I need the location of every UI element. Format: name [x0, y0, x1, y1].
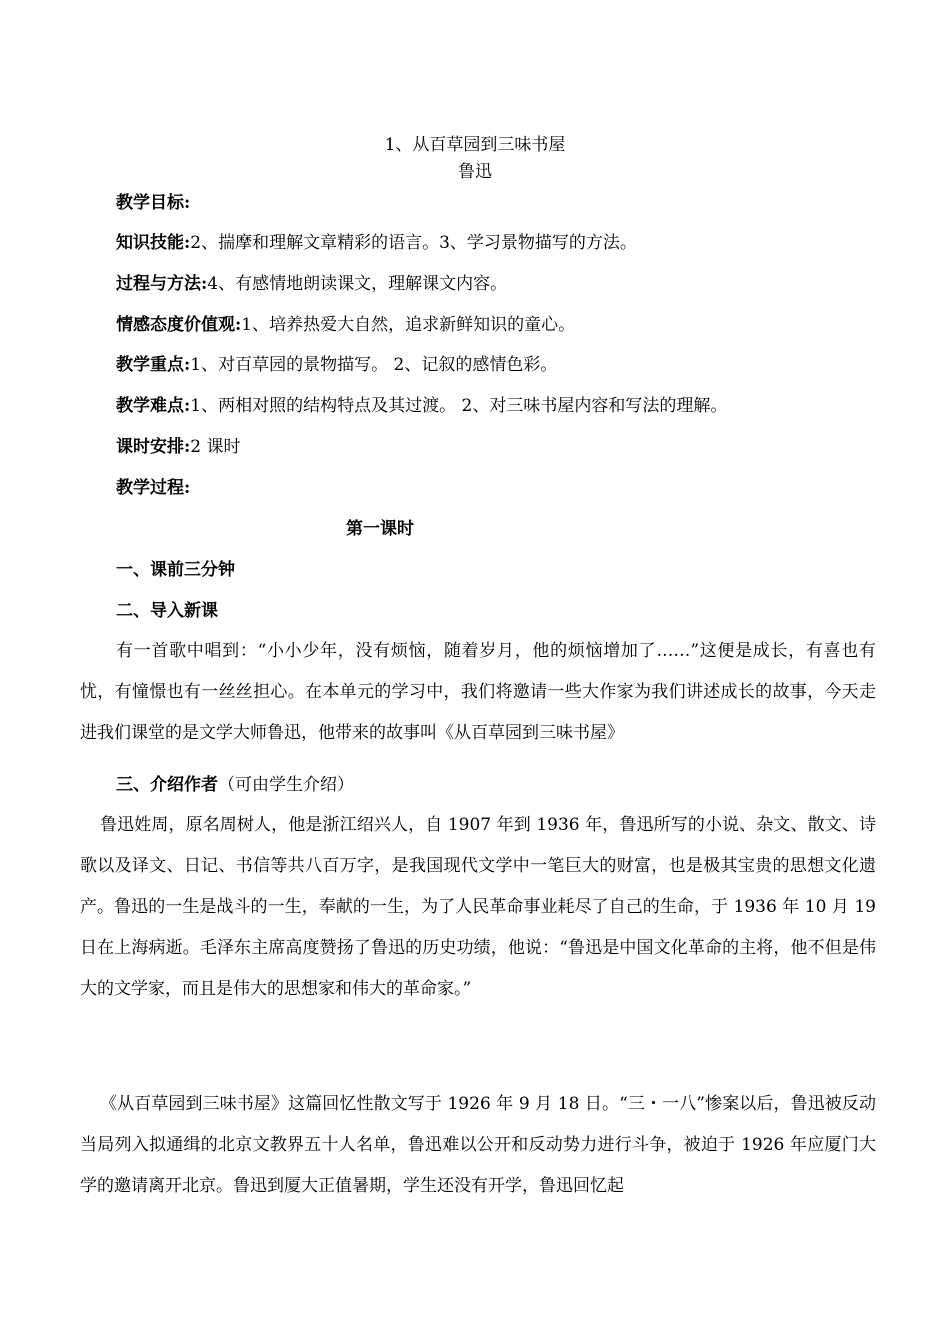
section-heading-3-label: 三、介绍作者	[116, 775, 218, 795]
section-heading-1: 一、课前三分钟	[116, 560, 235, 580]
lesson-heading: 第一课时	[346, 519, 414, 539]
document-title: 1、从百草园到三味书屋	[384, 135, 566, 155]
objective-label: 过程与方法:	[116, 274, 208, 294]
author-text: 鲁迅姓周，原名周树人，他是浙江绍兴人，自 1907 年到 1936 年，鲁迅所写的小说、杂文、散文、诗歌以及译文、日记、书信等共八百万字，是我国现代文学中一笔巨大的财富，也是极其宝贵的思想文化遗产。鲁迅的一生是战斗的一生，奉献的一生，为了人民革命事业耗尽了自己的生命，于 1936 年 10 月 19 日在上海病逝。毛泽东主席高度赞扬了鲁迅的历史功绩，他说：“鲁迅是中国文化革命的主将，他不但是伟大的文学家，而且是伟大的思想家和伟大的革命家。”	[80, 815, 876, 999]
difficult-points-row	[116, 395, 727, 417]
objective-text: 2、揣摩和理解文章精彩的语言。3、学习景物描写的方法。	[190, 233, 637, 253]
objective-label: 知识技能:	[116, 233, 191, 253]
document-author: 鲁迅	[458, 162, 492, 182]
objectives-heading: 教学目标:	[116, 193, 191, 213]
section-heading-3	[116, 774, 354, 796]
author-paragraph	[80, 805, 876, 1010]
objective-text: 1、对百草园的景物描写。 2、记叙的感情色彩。	[190, 355, 558, 375]
objective-label: 课时安排:	[116, 437, 191, 457]
schedule-row	[116, 436, 241, 458]
objective-text: 2 课时	[190, 437, 241, 457]
section-heading-2: 二、导入新课	[116, 601, 218, 621]
objective-label: 教学重点:	[116, 355, 191, 375]
objective-row-knowledge	[116, 232, 637, 254]
objective-row-process	[116, 273, 507, 295]
objective-text: 1、培养热爱大自然，追求新鲜知识的童心。	[241, 315, 576, 335]
background-text: 《从百草园到三味书屋》这篇回忆性散文写于 1926 年 9 月 18 日。“三・一八”惨案以后，鲁迅被反动当局列入拟通缉的北京文教界五十人名单，鲁迅难以公开和反动势力进行斗争，被迫于 1926 年应厦门大学的邀请离开北京。鲁迅到厦大正值暑期，学生还没有开学，鲁迅回忆起	[80, 1094, 876, 1196]
objective-label: 教学难点:	[116, 396, 191, 416]
objective-text: 4、有感情地朗读课文，理解课文内容。	[207, 274, 508, 294]
intro-paragraph	[80, 631, 876, 754]
objective-row-attitude	[116, 314, 575, 336]
key-points-row	[116, 354, 557, 376]
objective-text: 1、两相对照的结构特点及其过渡。 2、对三味书屋内容和写法的理解。	[190, 396, 728, 416]
objective-label: 情感态度价值观:	[116, 315, 242, 335]
section-heading-3-note: （可由学生介绍）	[218, 775, 354, 795]
intro-text: 有一首歌中唱到：“小小少年，没有烦恼，随着岁月，他的烦恼增加了……”这便是成长，有喜也有忧，有憧憬也有一丝丝担心。在本单元的学习中，我们将邀请一些大作家为我们讲述成长的故事，今天走进我们课堂的是文学大师鲁迅，他带来的故事叫《从百草园到三味书屋》	[80, 641, 876, 743]
process-heading: 教学过程:	[116, 478, 191, 498]
background-paragraph	[80, 1084, 876, 1207]
